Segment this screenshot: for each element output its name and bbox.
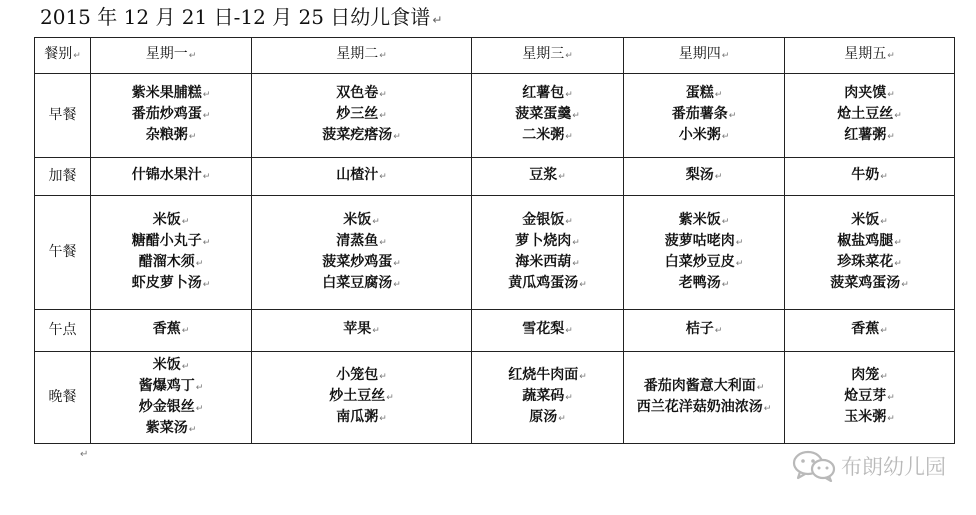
dish: 南瓜粥↵ xyxy=(336,409,387,425)
paragraph-mark: ↵ xyxy=(188,51,197,61)
dish: 蛋糕↵ xyxy=(685,85,723,101)
dish: 苹果↵ xyxy=(343,321,380,337)
meal-name-cell xyxy=(35,158,91,196)
meal-name-cell xyxy=(35,352,91,444)
dish-cell xyxy=(785,196,955,310)
dish: 椒盐鸡腿↵ xyxy=(837,232,902,249)
dish: 番茄薯条↵ xyxy=(671,106,737,122)
header-day-cell xyxy=(624,38,785,74)
dish-cell xyxy=(785,310,955,352)
dish-cell xyxy=(472,74,624,158)
dish: 豆浆↵ xyxy=(529,167,566,183)
dish-cell xyxy=(91,352,252,444)
page-title xyxy=(40,4,442,33)
dish: 红薯粥↵ xyxy=(844,127,895,143)
dish: 白菜炒豆皮↵ xyxy=(664,253,744,270)
dish: 炝土豆丝↵ xyxy=(837,106,902,122)
header-row xyxy=(35,38,955,74)
dish: 肉笼↵ xyxy=(851,367,888,383)
dish: 红烧牛肉面↵ xyxy=(508,367,587,383)
header-day-cell xyxy=(785,38,955,74)
dish: 菠菜蛋羹↵ xyxy=(515,106,580,122)
header-meal-cell xyxy=(35,38,91,74)
dish-cell xyxy=(252,310,472,352)
dish: 番茄炒鸡蛋↵ xyxy=(131,106,211,122)
dish: 山楂汁↵ xyxy=(336,167,387,183)
dish-cell xyxy=(472,352,624,444)
dish: 紫菜汤↵ xyxy=(145,419,197,436)
dish: 双色卷↵ xyxy=(336,85,387,101)
dish: 香蕉↵ xyxy=(851,321,888,337)
dish: 萝卜烧肉↵ xyxy=(515,232,580,249)
dish-cell xyxy=(91,310,252,352)
dish: 酱爆鸡丁↵ xyxy=(138,377,204,394)
meal-name: 早餐 xyxy=(48,107,77,123)
dish: 炝豆芽↵ xyxy=(844,388,895,404)
dish: 醋溜木须↵ xyxy=(138,253,204,270)
watermark xyxy=(791,450,946,482)
dish: 西兰花洋菇奶油浓汤↵ xyxy=(636,398,772,415)
meal-row-breakfast xyxy=(35,74,955,158)
dish-cell xyxy=(91,158,252,196)
dish: 菠菜鸡蛋汤↵ xyxy=(830,274,909,291)
dish-cell xyxy=(252,74,472,158)
paragraph-mark: ↵ xyxy=(432,13,443,27)
dish: 炒土豆丝↵ xyxy=(329,388,394,404)
dish: 菠菜炒鸡蛋↵ xyxy=(322,253,401,270)
day-label: 星期五 xyxy=(844,46,887,62)
dish: 原汤↵ xyxy=(529,409,566,425)
dish: 肉夹馍↵ xyxy=(844,85,895,101)
dish: 紫米果脯糕↵ xyxy=(131,85,211,101)
dish: 炒金银丝↵ xyxy=(138,398,204,415)
header-day-cell xyxy=(91,38,252,74)
meal-name-cell xyxy=(35,74,91,158)
dish-cell xyxy=(91,74,252,158)
paragraph-mark: ↵ xyxy=(379,51,387,61)
dish: 蔬菜码↵ xyxy=(522,388,573,404)
dish: 番茄肉酱意大利面↵ xyxy=(643,377,765,394)
dish-cell xyxy=(91,196,252,310)
dish: 海米西葫↵ xyxy=(515,253,580,270)
dish: 梨汤↵ xyxy=(685,167,723,183)
dish: 虾皮萝卜汤↵ xyxy=(131,274,211,291)
dish: 什锦水果汁↵ xyxy=(131,167,211,183)
meal-name: 午点 xyxy=(48,322,77,338)
header-day-cell xyxy=(472,38,624,74)
day-label: 星期二 xyxy=(336,46,379,62)
dish: 黄瓜鸡蛋汤↵ xyxy=(508,274,587,291)
dish: 香蕉↵ xyxy=(152,321,190,337)
dish: 米饭↵ xyxy=(152,211,190,228)
dish-cell xyxy=(624,352,785,444)
dish: 米饭↵ xyxy=(851,211,888,228)
dish-cell xyxy=(624,196,785,310)
watermark-text: 布朗幼儿园 xyxy=(841,455,946,479)
dish-cell xyxy=(785,74,955,158)
day-label: 星期三 xyxy=(522,46,565,62)
dish-cell xyxy=(472,310,624,352)
dish: 清蒸鱼↵ xyxy=(336,232,387,249)
dish: 老鸭汤↵ xyxy=(678,274,730,291)
dish: 牛奶↵ xyxy=(851,167,888,183)
dish: 红薯包↵ xyxy=(522,85,573,101)
dish: 金银饭↵ xyxy=(522,211,573,228)
meal-name-cell xyxy=(35,196,91,310)
wechat-icon xyxy=(791,450,837,482)
meal-row-snack xyxy=(35,158,955,196)
dish: 二米粥↵ xyxy=(522,127,573,143)
day-label: 星期一 xyxy=(145,46,188,62)
paragraph-mark: ↵ xyxy=(565,51,573,61)
menu-table xyxy=(34,37,955,444)
meal-row-dinner xyxy=(35,352,955,444)
meal-name-cell xyxy=(35,310,91,352)
dish-cell xyxy=(472,196,624,310)
dish-cell xyxy=(252,158,472,196)
dish-cell xyxy=(624,74,785,158)
paragraph-mark: ↵ xyxy=(887,51,895,61)
dish-cell xyxy=(785,158,955,196)
dish: 菠菜疙瘩汤↵ xyxy=(322,127,401,143)
paragraph-mark: ↵ xyxy=(73,51,81,61)
meal-name: 晚餐 xyxy=(48,389,77,405)
dish-cell xyxy=(472,158,624,196)
dish: 珍珠菜花↵ xyxy=(837,253,902,270)
dish: 杂粮粥↵ xyxy=(145,127,197,143)
dish-cell xyxy=(624,158,785,196)
dish: 炒三丝↵ xyxy=(336,106,387,122)
meal-row-afternoon xyxy=(35,310,955,352)
dish-cell xyxy=(252,352,472,444)
dish: 小笼包↵ xyxy=(336,367,387,383)
header-day-cell xyxy=(252,38,472,74)
meal-name: 加餐 xyxy=(48,168,77,184)
dish: 白菜豆腐汤↵ xyxy=(322,274,401,291)
meal-name: 午餐 xyxy=(48,244,77,260)
dish: 桔子↵ xyxy=(685,321,723,337)
dish: 糖醋小丸子↵ xyxy=(131,232,211,249)
dish: 雪花梨↵ xyxy=(522,321,573,337)
dish: 紫米饭↵ xyxy=(678,211,730,228)
paragraph-mark: ↵ xyxy=(721,51,730,61)
dish: 小米粥↵ xyxy=(678,127,730,143)
dish: 菠萝咕咾肉↵ xyxy=(664,232,744,249)
day-label: 星期四 xyxy=(678,46,721,62)
dish: 玉米粥↵ xyxy=(844,409,895,425)
dish: 米饭↵ xyxy=(343,211,380,228)
dish-cell xyxy=(624,310,785,352)
dish-cell xyxy=(252,196,472,310)
paragraph-mark: ↵ xyxy=(80,449,89,460)
dish-cell xyxy=(785,352,955,444)
title-text: 2015 年 12 月 21 日-12 月 25 日幼儿食谱 xyxy=(40,5,431,29)
meal-label: 餐别 xyxy=(44,46,73,62)
dish: 米饭↵ xyxy=(152,356,190,373)
meal-row-lunch xyxy=(35,196,955,310)
